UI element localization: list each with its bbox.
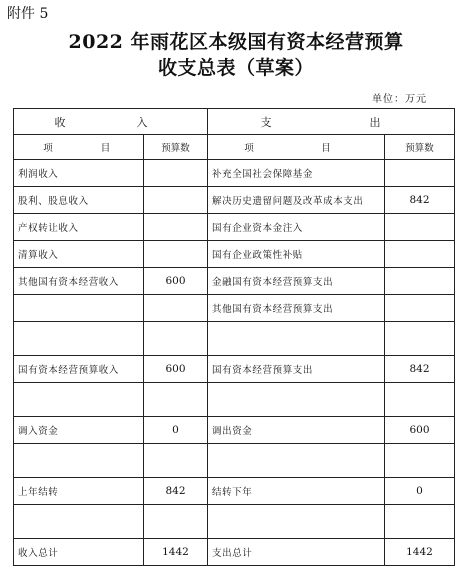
expense-value-cell: 842 (385, 356, 455, 383)
income-value-cell: 842 (144, 478, 208, 505)
income-value-cell: 600 (144, 356, 208, 383)
expense-item-cell: 国有资本经营预算支出 (208, 356, 385, 383)
table-row (14, 214, 455, 241)
unit-label: 单位：万元 (372, 94, 427, 105)
table-row (14, 268, 455, 295)
expense-item-cell: 国有企业资本金注入 (208, 214, 385, 241)
income-value-cell (144, 383, 208, 417)
income-item-cell (14, 444, 144, 478)
expense-value-cell (385, 444, 455, 478)
income-value-cell (144, 241, 208, 268)
income-item-cell: 国有资本经营预算收入 (14, 356, 144, 383)
income-item-cell: 调入资金 (14, 417, 144, 444)
expense-item-cell: 解决历史遗留问题及改革成本支出 (208, 187, 385, 214)
income-value-cell: 0 (144, 417, 208, 444)
table-row (14, 539, 455, 566)
expense-value-cell: 1442 (385, 539, 455, 566)
table-row (14, 417, 455, 444)
income-item-cell: 清算收入 (14, 241, 144, 268)
expense-value-cell (385, 241, 455, 268)
budget-table (13, 108, 455, 566)
income-item-cell: 股利、股息收入 (14, 187, 144, 214)
expense-item-cell: 补充全国社会保障基金 (208, 160, 385, 187)
income-value-cell (144, 160, 208, 187)
expense-item-cell (208, 322, 385, 356)
table-row (14, 356, 455, 383)
income-value-cell: 600 (144, 268, 208, 295)
expense-value-cell (385, 295, 455, 322)
expense-value-cell: 0 (385, 478, 455, 505)
expense-value-cell (385, 322, 455, 356)
expense-item-cell: 结转下年 (208, 478, 385, 505)
table-row (14, 160, 455, 187)
page-title: 2022 年雨花区本级国有资本经营预算 (68, 31, 404, 53)
expense-item-header: 项 目 (208, 135, 385, 160)
table-row (14, 241, 455, 268)
income-value-cell (144, 187, 208, 214)
table-row (14, 478, 455, 505)
income-value-cell (144, 444, 208, 478)
income-budget-header: 预算数 (144, 135, 208, 160)
income-section-header: 收 入 (14, 109, 208, 135)
expense-value-cell (385, 214, 455, 241)
income-value-cell (144, 214, 208, 241)
table-row (14, 187, 455, 214)
table-row (14, 322, 455, 356)
expense-item-cell: 金融国有资本经营预算支出 (208, 268, 385, 295)
expense-item-cell (208, 444, 385, 478)
income-item-header: 项 目 (14, 135, 144, 160)
expense-budget-header: 预算数 (385, 135, 455, 160)
page-subtitle: 收支总表（草案） (157, 57, 314, 79)
table-section-header (14, 109, 455, 135)
income-value-cell: 1442 (144, 539, 208, 566)
expense-value-cell: 600 (385, 417, 455, 444)
expense-item-cell: 其他国有资本经营预算支出 (208, 295, 385, 322)
expense-item-cell: 支出总计 (208, 539, 385, 566)
expense-item-cell (208, 505, 385, 539)
income-value-cell (144, 295, 208, 322)
table-row (14, 295, 455, 322)
income-item-cell (14, 322, 144, 356)
income-value-cell (144, 505, 208, 539)
table-column-header (14, 135, 455, 160)
income-item-cell: 利润收入 (14, 160, 144, 187)
income-item-cell: 其他国有资本经营收入 (14, 268, 144, 295)
income-value-cell (144, 322, 208, 356)
expense-item-cell: 调出资金 (208, 417, 385, 444)
income-item-cell: 产权转让收入 (14, 214, 144, 241)
attachment-label: 附件 5 (7, 6, 49, 22)
income-item-cell: 收入总计 (14, 539, 144, 566)
income-item-cell (14, 505, 144, 539)
expense-value-cell (385, 268, 455, 295)
expense-item-cell (208, 383, 385, 417)
table-row (14, 383, 455, 417)
expense-value-cell (385, 383, 455, 417)
expense-value-cell (385, 160, 455, 187)
expense-value-cell (385, 505, 455, 539)
expense-value-cell: 842 (385, 187, 455, 214)
income-item-cell (14, 383, 144, 417)
expense-item-cell: 国有企业政策性补贴 (208, 241, 385, 268)
table-row (14, 505, 455, 539)
table-row (14, 444, 455, 478)
income-item-cell: 上年结转 (14, 478, 144, 505)
expense-section-header: 支 出 (208, 109, 455, 135)
income-item-cell (14, 295, 144, 322)
